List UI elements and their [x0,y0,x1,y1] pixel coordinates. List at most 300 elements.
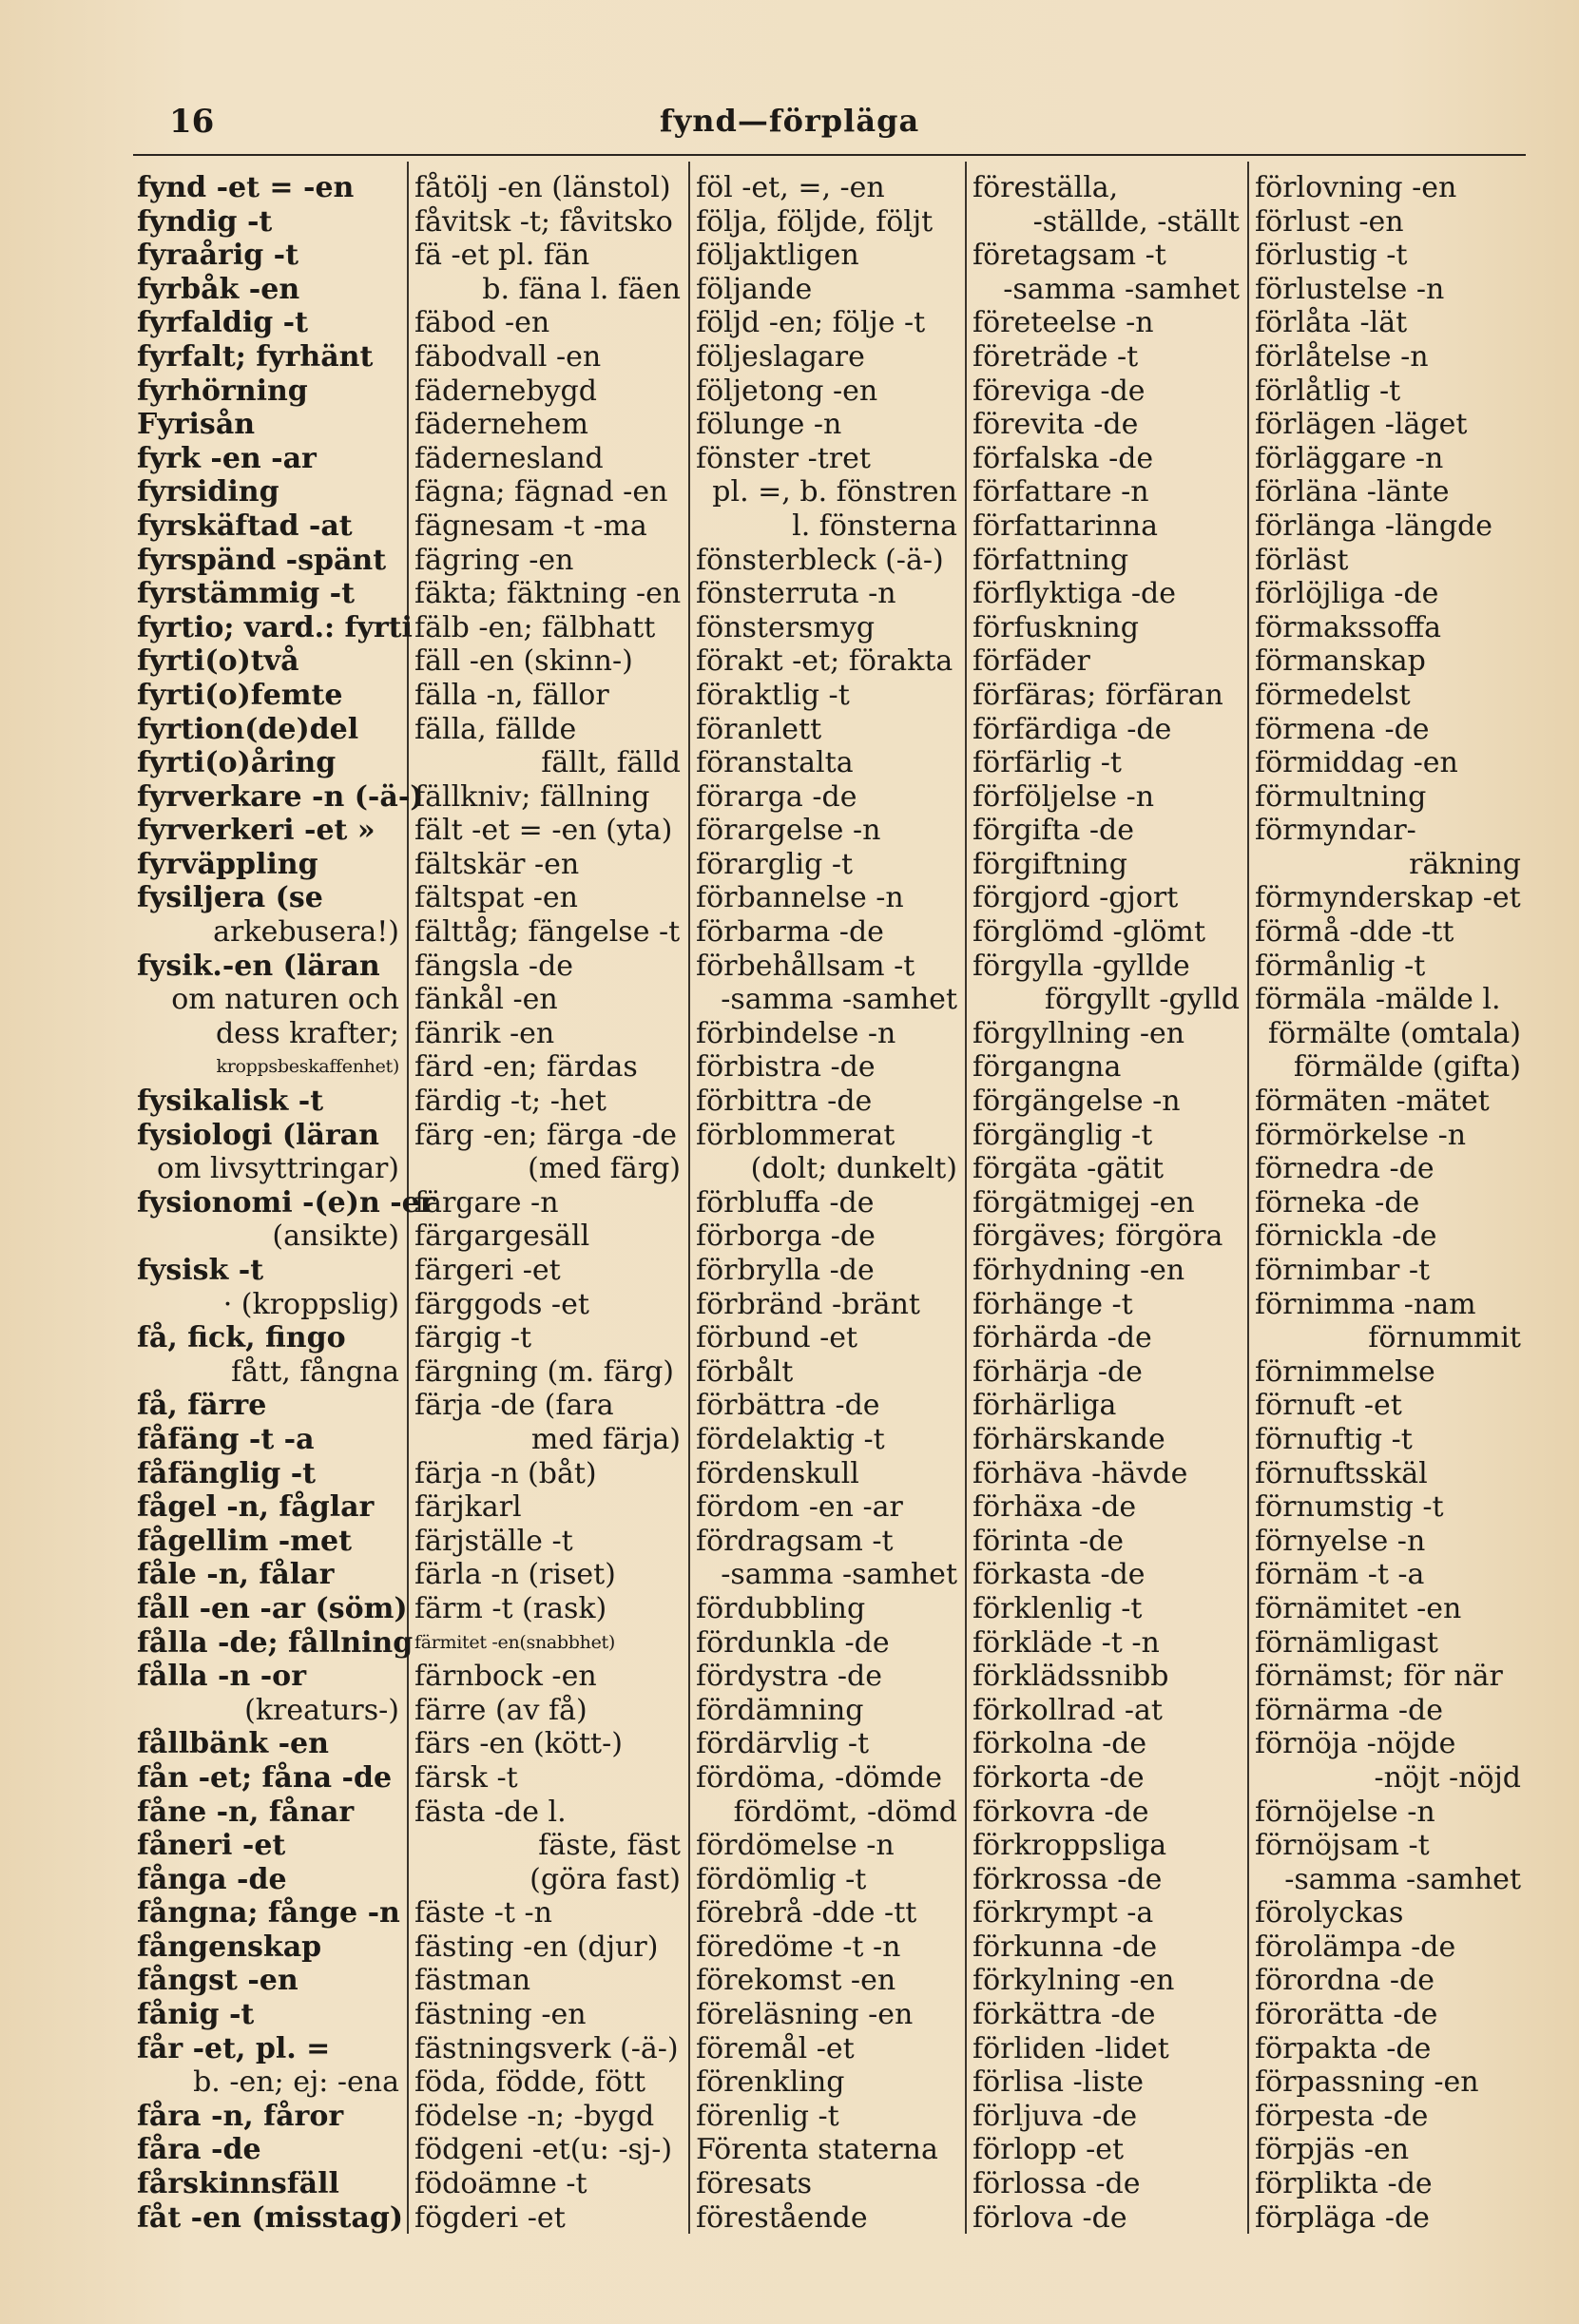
dictionary-entry-line: fysiologi (läran [137,1118,379,1152]
dictionary-entry-line: fäste, fäst [538,1829,681,1863]
dictionary-entry-line: förpakta -de [1255,2031,1432,2065]
dictionary-entry-line: fördämning [696,1693,864,1727]
dictionary-entry-line: förnäm -t -a [1255,1558,1425,1592]
dictionary-entry-line: fåle -n, fålar [137,1558,335,1592]
dictionary-entry-line: förnyelse -n [1255,1524,1426,1558]
dictionary-entry-line: fäkta; fäktning -en [414,577,682,611]
dictionary-entry-line: färja -de (fara [414,1389,614,1423]
dictionary-entry-line: förbluffa -de [696,1185,875,1220]
dictionary-entry-line: förkylning -en [972,1964,1175,1998]
dictionary-entry-line: fyrstämmig -t [137,577,355,611]
dictionary-entry-line: Förenta staterna [696,2133,938,2167]
dictionary-entry-line: förfalska -de [972,441,1154,475]
dictionary-entry-line: arkebusera!) [213,915,399,950]
dictionary-entry-line: förgänglig -t [972,1118,1153,1152]
dictionary-entry-line: fönster -tret [696,441,871,475]
dictionary-entry-line: fålla -n -or [137,1660,306,1694]
dictionary-entry-line: fästa -de l. [414,1795,567,1829]
dictionary-entry-line: b. fäna l. fäen [482,272,681,306]
dictionary-entry-line: fä -et pl. fän [414,239,590,273]
dictionary-entry-line: förbund -et [696,1321,858,1355]
dictionary-entry-line: förkasta -de [972,1558,1146,1592]
dictionary-entry-line: fälttåg; fängelse -t [414,915,681,950]
dictionary-entry-line: fåt -en (misstag) [137,2200,404,2235]
dictionary-entry-line: fördöma, -dömde [696,1760,942,1795]
dictionary-entry-line: förnuftsskäl [1255,1456,1428,1490]
dictionary-entry-line: fyrskäftad -at [137,509,353,543]
dictionary-entry-line: få, färre [137,1389,267,1423]
dictionary-entry-line: fölunge -n [696,408,842,442]
dictionary-entry-line: förnöjelse -n [1255,1795,1435,1829]
dictionary-entry-line: förkläde -t -n [972,1625,1160,1660]
dictionary-entry-line: kroppsbeskaffenhet) [216,1056,399,1078]
dictionary-entry-line: fåneri -et [137,1829,286,1863]
dictionary-entry-line: förmiddag -en [1255,746,1458,780]
dictionary-entry-line: förgiftning [972,847,1127,881]
dictionary-entry-line: födgeni -et(u: -sj-) [414,2133,673,2167]
dictionary-entry-line: förpläga -de [1255,2200,1430,2235]
dictionary-entry-line: fördärvlig -t [696,1727,870,1761]
dictionary-entry-line: förgangna [972,1050,1122,1085]
dictionary-entry-line: förinta -de [972,1524,1124,1558]
dictionary-entry-line: färmitet -en(snabbhet) [414,1631,615,1653]
dictionary-entry-line: förnimbar -t [1255,1254,1431,1287]
dictionary-entry-line: (med färg) [528,1152,681,1186]
dictionary-entry-line: fyrfaldig -t [137,306,308,340]
dictionary-entry-line: förnedra -de [1255,1152,1435,1186]
dictionary-entry-line: förpjäs -en [1255,2133,1410,2167]
dictionary-entry-line: förlova -de [972,2200,1127,2235]
dictionary-entry-line: om naturen och [171,983,399,1017]
dictionary-entry-line: fysikalisk -t [137,1085,324,1119]
dictionary-entry-line: fyrtion(de)del [137,712,359,746]
dictionary-entry-line: förarglig -t [696,847,854,881]
dictionary-entry-line: fånga -de [137,1862,287,1896]
dictionary-entry-line: fäbodvall -en [414,339,602,374]
dictionary-entry-line: förekomst -en [696,1964,896,1998]
entry-column-5 [1249,162,1529,2234]
dictionary-entry-line: fördelaktig -t [696,1422,885,1456]
dictionary-entry-line: förmedelst [1255,678,1411,712]
entry-column-4 [967,162,1249,2234]
dictionary-entry-line: fältspat -en [414,881,578,915]
dictionary-entry-line: förgyllning -en [972,1016,1185,1050]
dictionary-entry-line: förhärliga [972,1389,1117,1423]
dictionary-entry-line: fysiljera (se [137,881,323,915]
dictionary-entry-line: föresats [696,2167,812,2201]
dictionary-entry-line: förhänge -t [972,1287,1133,1321]
dictionary-entry-line: -nöjt -nöjd [1374,1760,1521,1795]
dictionary-entry-line: fönstersmyg [696,610,876,644]
dictionary-entry-line: förglömd -glömt [972,915,1206,950]
dictionary-entry-line: förkrympt -a [972,1896,1154,1930]
dictionary-entry-line: räkning [1409,847,1521,881]
dictionary-entry-line: färnbock -en [414,1660,597,1694]
dictionary-entry-line: färsk -t [414,1760,518,1795]
dictionary-entry-line: förnummit [1368,1321,1521,1355]
dictionary-entry-line: fänrik -en [414,1016,555,1050]
dictionary-entry-line: förkorta -de [972,1760,1145,1795]
dictionary-entry-line: förnämitet -en [1255,1591,1462,1625]
dictionary-entry-line: förkunna -de [972,1930,1158,1964]
dictionary-entry-line: förarga -de [696,779,857,814]
dictionary-entry-line: fyrti(o)två [137,644,299,679]
dictionary-entry-line: färre (av få) [414,1693,587,1727]
dictionary-entry-line: förhydning -en [972,1254,1185,1287]
running-head: fynd—förpläga [659,103,920,139]
dictionary-entry-line: fyrk -en -ar [137,441,317,475]
dictionary-entry-line: förmälte (omtala) [1267,1016,1521,1050]
page-number: 16 [169,103,215,141]
dictionary-entry-line: förkollrad -at [972,1693,1163,1727]
dictionary-entry-line: fyrsiding [137,475,279,509]
dictionary-entry-line: fångst -en [137,1964,298,1998]
dictionary-entry-line: förebrå -dde -tt [696,1896,917,1930]
dictionary-entry-line: förfäder [972,644,1090,679]
dictionary-entry-line: förlåtelse -n [1255,339,1429,374]
dictionary-entry-line: förgyllt -gylld [1044,983,1240,1017]
dictionary-entry-line: (kreaturs-) [244,1693,399,1727]
dictionary-entry-line: förlåtlig -t [1255,374,1401,408]
dictionary-entry-line: förordna -de [1255,1964,1435,1998]
dictionary-entry-line: fångenskap [137,1930,322,1964]
dictionary-entry-line: förpassning -en [1255,2065,1479,2100]
dictionary-entry-line: -samma -samhet [721,1558,957,1592]
dictionary-entry-line: fällkniv; fällning [414,779,650,814]
entry-column-3 [690,162,967,2234]
dictionary-entry-line: förlägen -läget [1255,408,1468,442]
dictionary-entry-line: fördubbling [696,1591,866,1625]
dictionary-entry-line: färs -en (kött-) [414,1727,623,1761]
dictionary-entry-line: förnöja -nöjde [1255,1727,1456,1761]
dictionary-entry-line: förljuva -de [972,2099,1138,2133]
dictionary-entry-line: fågellim -met [137,1524,352,1558]
dictionary-entry-line: fägna; fägnad -en [414,475,668,509]
dictionary-entry-line: förolämpa -de [1255,1930,1456,1964]
dictionary-entry-line: förkolna -de [972,1727,1147,1761]
dictionary-entry-line: fäste -t -n [414,1896,552,1930]
dictionary-entry-line: fördunkla -de [696,1625,890,1660]
dictionary-entry-line: fänkål -en [414,983,558,1017]
dictionary-entry-line: förkättra -de [972,1998,1156,2032]
dictionary-entry-line: föremål -et [696,2031,855,2065]
page-header [0,103,1579,160]
dictionary-entry-line: författarinna [972,509,1158,543]
dictionary-entry-line: fåra -de [137,2133,261,2167]
dictionary-entry-line: förläst [1255,543,1349,577]
dictionary-entry-line: förläna -länte [1255,475,1450,509]
dictionary-entry-line: förlustelse -n [1255,272,1445,306]
dictionary-entry-line: förmälde (gifta) [1293,1050,1521,1085]
dictionary-entry-line: fåll -en -ar (söm) [137,1591,408,1625]
dictionary-entry-line: företagsam -t [972,239,1166,273]
dictionary-entry-line: förlänga -längde [1255,509,1493,543]
dictionary-entry-line: fägring -en [414,543,574,577]
dictionary-entry-line: fäbod -en [414,306,550,340]
dictionary-entry-line: förläggare -n [1255,441,1444,475]
dictionary-entry-line: förnickla -de [1255,1220,1437,1254]
dictionary-entry-line: förgängelse -n [972,1085,1181,1119]
dictionary-entry-line: fån -et; fåna -de [137,1760,393,1795]
dictionary-entry-line: födelse -n; -bygd [414,2099,655,2133]
dictionary-entry-line: förlisa -liste [972,2065,1145,2100]
dictionary-entry-line: få, fick, fingo [137,1321,346,1355]
dictionary-entry-line: förhärskande [972,1422,1165,1456]
entry-column-2 [409,162,690,2234]
dictionary-entry-line: fyrti(o)femte [137,678,343,712]
dictionary-entry-line: färgare -n [414,1185,559,1220]
dictionary-entry-line: förliden -lidet [972,2031,1169,2065]
dictionary-entry-line: förbarma -de [696,915,884,950]
dictionary-entry-line: fördömelse -n [696,1829,895,1863]
dictionary-entry-line: följa, följde, följt [696,204,934,239]
dictionary-entry-line: färg -en; färga -de [414,1118,677,1152]
dictionary-entry-line: fånig -t [137,1998,255,2032]
dictionary-entry-line: fädernebygd [414,374,597,408]
dictionary-entry-line: förnumstig -t [1255,1490,1444,1525]
dictionary-entry-line: fält -et = -en (yta) [414,814,673,848]
dictionary-entry-line: fysionomi -(e)n -er [137,1185,435,1220]
dictionary-entry-line: fögderi -et [414,2200,566,2235]
dictionary-entry-line: fyrtio; vard.: fyrti [137,610,413,644]
dictionary-entry-line: fädernehem [414,408,588,442]
dictionary-entry-line: förhärja -de [972,1354,1143,1389]
dictionary-entry-line: förmynderskap -et [1255,881,1521,915]
dictionary-entry-line: förmanskap [1255,644,1426,679]
dictionary-entry-line: förbålt [696,1354,794,1389]
dictionary-entry-line: författning [972,543,1129,577]
dictionary-entry-line: fördragsam -t [696,1524,894,1558]
dictionary-entry-line: förlossa -de [972,2167,1141,2201]
dictionary-entry-line: förkrossa -de [972,1862,1163,1896]
dictionary-entry-line: fyrväppling [137,847,318,881]
dictionary-entry-line: fyrverkare -n (-ä-) [137,779,424,814]
dictionary-entry-line: fästing -en (djur) [414,1930,659,1964]
dictionary-entry-line: förfärlig -t [972,746,1122,780]
dictionary-entry-line: förgylla -gyllde [972,949,1190,983]
dictionary-entry-line: förhäxa -de [972,1490,1137,1525]
dictionary-entry-line: fyrbåk -en [137,272,300,306]
dictionary-entry-line: förfuskning [972,610,1139,644]
dictionary-entry-line: fynd -et = -en [137,171,355,204]
dictionary-entry-line: l. fönsterna [792,509,957,543]
dictionary-entry-line: Fyrisån [137,408,256,442]
dictionary-entry-line: färla -n (riset) [414,1558,616,1592]
dictionary-entry-line: fägnesam -t -ma [414,509,647,543]
dictionary-entry-line: förnämst; för när [1255,1660,1503,1694]
dictionary-entry-line: förgätmigej -en [972,1185,1195,1220]
dictionary-entry-line: fångna; fånge -n [137,1896,400,1930]
dictionary-entry-line: föl -et, =, -en [696,171,885,204]
dictionary-entry-line: fördom -en -ar [696,1490,903,1525]
dictionary-entry-line: får -et, pl. = [137,2031,331,2065]
dictionary-entry-line: förnuftig -t [1255,1422,1413,1456]
header-rule [133,154,1526,156]
dictionary-entry-line: förakt -et; förakta [696,644,953,679]
dictionary-entry-line: förlåta -lät [1255,306,1408,340]
dictionary-entry-line: förmå -dde -tt [1255,915,1454,950]
dictionary-entry-line: fågel -n, fåglar [137,1490,375,1525]
dictionary-entry-line: förneka -de [1255,1185,1420,1220]
dictionary-entry-line: föreläsning -en [696,1998,914,2032]
dictionary-entry-line: · (kroppslig) [222,1287,399,1321]
dictionary-entry-line: fängsla -de [414,949,574,983]
dictionary-entry-line: förenkling [696,2065,845,2100]
dictionary-entry-line: förmultning [1255,779,1427,814]
dictionary-entry-line: förflyktiga -de [972,577,1177,611]
dictionary-entry-line: förmörkelse -n [1255,1118,1467,1152]
dictionary-entry-line: följaktligen [696,239,859,273]
dictionary-entry-line: författare -n [972,475,1149,509]
dictionary-entry-line: förevita -de [972,408,1139,442]
dictionary-entry-line: förestående [696,2200,868,2235]
dictionary-entry-line: förlopp -et [972,2133,1125,2167]
dictionary-entry-line: förlöjliga -de [1255,577,1439,611]
dictionary-entry-line: förgäves; förgöra [972,1220,1223,1254]
dictionary-entry-line: fått, fångna [231,1354,399,1389]
dictionary-entry-line: förfäras; förfäran [972,678,1223,712]
dictionary-entry-line: föreviga -de [972,374,1146,408]
dictionary-entry-line: fälb -en; fälbhatt [414,610,656,644]
dictionary-entry-line: fållbänk -en [137,1727,329,1761]
dictionary-entry-line: förgifta -de [972,814,1134,848]
dictionary-entry-line: förorätta -de [1255,1998,1438,2032]
dictionary-entry-line: fyrfalt; fyrhänt [137,339,374,374]
dictionary-entry-line: förbistra -de [696,1050,876,1085]
dictionary-entry-line: förlustig -t [1255,239,1408,273]
dictionary-entry-line: förfärdiga -de [972,712,1172,746]
dictionary-entry-line: fyraårig -t [137,239,298,273]
dictionary-entry-line: fällt, fälld [541,746,681,780]
dictionary-entry-line: förbrylla -de [696,1254,875,1287]
dictionary-entry-line: fädernesland [414,441,604,475]
dictionary-entry-line: förklädssnibb [972,1660,1169,1694]
dictionary-entry-line: fästning -en [414,1998,587,2032]
dictionary-entry-line: förargelse -n [696,814,881,848]
dictionary-entry-line: förbannelse -n [696,881,904,915]
dictionary-entry-line: -samma -samhet [1003,272,1240,306]
dictionary-entry-line: föreställa, [972,171,1119,204]
dictionary-entry-line: förbränd -bränt [696,1287,920,1321]
dictionary-entry-line: förnuft -et [1255,1389,1402,1423]
dictionary-entry-line: förnärma -de [1255,1693,1444,1727]
dictionary-entry-line: följd -en; följe -t [696,306,926,340]
dictionary-entry-line: fysisk -t [137,1254,264,1287]
dictionary-entry-line: förkovra -de [972,1795,1149,1829]
dictionary-entry-line: förkroppsliga [972,1829,1167,1863]
dictionary-entry-line: fålla -de; fållning [137,1625,414,1660]
dictionary-entry-line: fåne -n, fånar [137,1795,355,1829]
dictionary-entry-line: fördömlig -t [696,1862,867,1896]
dictionary-entry-line: förborga -de [696,1220,876,1254]
dictionary-entry-line: föredöme -t -n [696,1930,901,1964]
dictionary-entry-line: följande [696,272,813,306]
dictionary-entry-line: förenlig -t [696,2099,839,2133]
dictionary-entry-line: förmena -de [1255,712,1430,746]
dictionary-entry-line: fönsterruta -n [696,577,896,611]
dictionary-entry-line: företräde -t [972,339,1139,374]
dictionary-entry-line: fåfänglig -t [137,1456,316,1490]
dictionary-entry-line: förgäta -gätit [972,1152,1165,1186]
dictionary-entry-line: fårskinnsfäll [137,2167,339,2201]
dictionary-entry-line: färjställe -t [414,1524,573,1558]
dictionary-entry-line: -samma -samhet [1284,1862,1521,1896]
dictionary-entry-line: fyrhörning [137,374,308,408]
dictionary-entry-line: förbättra -de [696,1389,880,1423]
dictionary-entry-line: fåfäng -t -a [137,1422,315,1456]
dictionary-entry-line: färm -t (rask) [414,1591,607,1625]
dictionary-entry-line: fysik.-en (läran [137,949,380,983]
dictionary-entry-line: förnöjsam -t [1255,1829,1430,1863]
dictionary-entry-line: följetong -en [696,374,878,408]
dictionary-entry-line: förolyckas [1255,1896,1404,1930]
dictionary-entry-line: fälla -n, fällor [414,678,609,712]
dictionary-entry-line: fyndig -t [137,204,273,239]
dictionary-entry-line: om livsyttringar) [156,1152,399,1186]
dictionary-entry-line: förbehållsam -t [696,949,915,983]
dictionary-entry-line: förplikta -de [1255,2167,1433,2201]
dictionary-entry-line: fyrspänd -spänt [137,543,387,577]
dictionary-entry-line: föranstalta [696,746,854,780]
dictionary-entry-line: fyrti(o)åring [137,746,337,780]
dictionary-entry-line: fördenskull [696,1456,859,1490]
dictionary-entry-line: fyrverkeri -et » [137,814,375,848]
dictionary-entry-line: föraktlig -t [696,678,850,712]
dictionary-entry-line: fästningsverk (-ä-) [414,2031,679,2065]
dictionary-entry-line: färgig -t [414,1321,532,1355]
dictionary-entry-line: förmäla -mälde l. [1255,983,1501,1017]
dictionary-entry-line: b. -en; ej: -ena [193,2065,399,2100]
dictionary-entry-line: följeslagare [696,339,865,374]
dictionary-entry-line: fönsterbleck (-ä-) [696,543,944,577]
dictionary-entry-line: (ansikte) [272,1220,399,1254]
dictionary-entry-line: fästman [414,1964,531,1998]
dictionary-entry-line: färgning (m. färg) [414,1354,674,1389]
entry-column-1 [131,162,435,2235]
dictionary-entry-line: förmyndar- [1255,814,1416,848]
dictionary-entry-line: förmakssoffa [1255,610,1442,644]
dictionary-entry-line: färgeri -et [414,1254,561,1287]
dictionary-entry-line: förklenlig -t [972,1591,1143,1625]
dictionary-entry-line: förlovning -en [1255,171,1457,204]
dictionary-entry-line: föda, födde, fött [414,2065,646,2100]
dictionary-entry-line: förbindelse -n [696,1016,896,1050]
dictionary-entry-line: (göra fast) [530,1862,681,1896]
dictionary-entry-line: förbittra -de [696,1085,873,1119]
dictionary-entry-line: pl. =, b. fönstren [712,475,957,509]
dictionary-entry-line: -ställde, -ställt [1032,204,1240,239]
dictionary-entry-line: förblommerat [696,1118,895,1152]
dictionary-entry-line: förgjord -gjort [972,881,1179,915]
dictionary-entry-line: förpesta -de [1255,2099,1429,2133]
dictionary-entry-line: färggods -et [414,1287,589,1321]
dictionary-entry-line: färgargesäll [414,1220,590,1254]
dictionary-entry-line: förmånlig -t [1255,949,1426,983]
dictionary-entry-line: dess krafter; [215,1016,399,1050]
dictionary-entry-line: färjkarl [414,1490,522,1525]
dictionary-entry-line: fåra -n, fåror [137,2099,344,2133]
dictionary-entry-line: förföljelse -n [972,779,1155,814]
dictionary-entry-line: företeelse -n [972,306,1154,340]
entry-columns [131,162,1529,2234]
dictionary-entry-line: förnimmelse [1255,1354,1435,1389]
dictionary-entry-line: föranlett [696,712,822,746]
dictionary-entry-line: fördömt, -dömd [733,1795,957,1829]
dictionary-entry-line: fåtölj -en (länstol) [414,171,671,204]
dictionary-entry-line: förnimma -nam [1255,1287,1476,1321]
dictionary-entry-line: fältskär -en [414,847,580,881]
dictionary-entry-line: förnämligast [1255,1625,1438,1660]
